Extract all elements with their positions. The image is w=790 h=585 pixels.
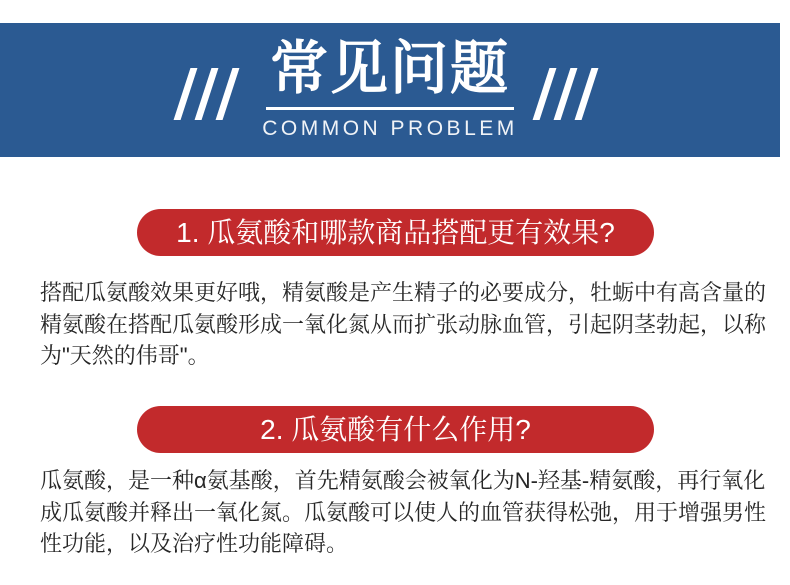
answer-2-text: 瓜氨酸，是一种α氨基酸，首先精氨酸会被氧化为N-羟基-精氨酸，再行氧化成瓜氨酸并释出一氧化氮。瓜氨酸可以使人的血管获得松弛，用于增强男性性功能，以及治疗性功能障碍。 xyxy=(40,468,767,556)
slash-icon xyxy=(554,68,578,120)
slash-icon xyxy=(216,68,240,120)
question-1-banner: 1. 瓜氨酸和哪款商品搭配更有效果? xyxy=(137,209,654,256)
slash-icon xyxy=(533,68,557,120)
slash-icon xyxy=(195,68,219,120)
decorative-slashes-right xyxy=(541,68,590,120)
decorative-slashes-left xyxy=(182,68,231,120)
page-subtitle: COMMON PROBLEM xyxy=(262,116,518,140)
question-2-banner: 2. 瓜氨酸有什么作用? xyxy=(137,406,654,453)
header-title-block xyxy=(262,35,518,141)
slash-icon xyxy=(575,68,599,120)
page-title: 常见问题 xyxy=(266,40,514,110)
header-banner xyxy=(0,23,780,157)
slash-icon xyxy=(174,68,198,120)
answer-1-text: 搭配瓜氨酸效果更好哦，精氨酸是产生精子的必要成分，牡蛎中有高含量的精氨酸在搭配瓜氨酸形成一氧化氮从而扩张动脉血管，引起阴茎勃起，以称为"天然的伟哥"。 xyxy=(40,280,767,368)
